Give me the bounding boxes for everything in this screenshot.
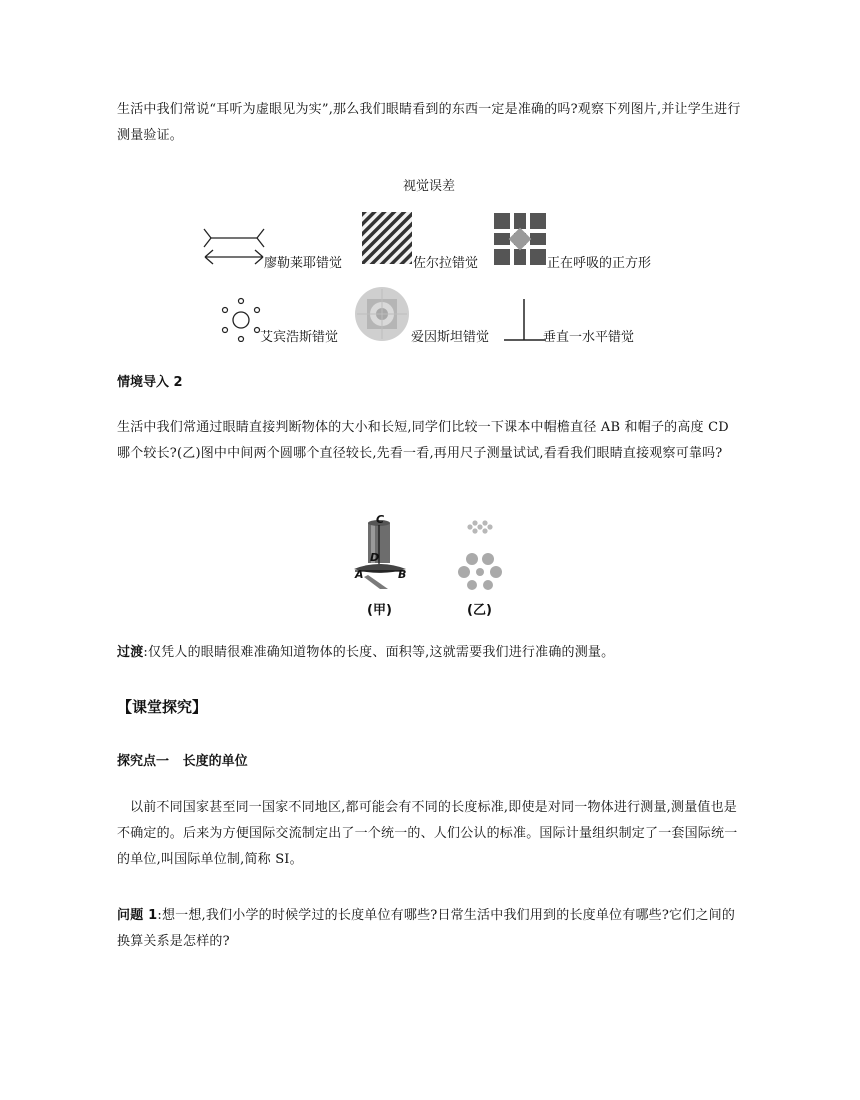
scenario2-heading: [117, 371, 183, 390]
illusion-label-2: 佐尔拉错觉: [413, 256, 479, 271]
circles-figure: [455, 518, 505, 590]
point1-heading: 探究点一 长度的单位: [117, 754, 248, 769]
illusion-label-4: 艾宾浩斯错觉: [260, 330, 339, 345]
section-title: 【课堂探究】: [117, 698, 208, 716]
vertical-horizontal-lines-icon: [504, 299, 546, 344]
illusion-label-6: 垂直一水平错觉: [543, 330, 635, 345]
illusions-title: 视觉误差: [403, 179, 456, 194]
point1-paragraph: 以前不同国家甚至同一国家不同地区,都可能会有不同的长度标准,即使是对同一物体进行测量,测量值也是不确定的。后来为方便国际交流制定出了一个统一的、人们公认的标准。国际计量组织制定了一套国际统一的单位,叫国际单位制,简称 SI。: [117, 800, 738, 867]
question1-paragraph: [117, 903, 743, 955]
label-a: A: [355, 568, 364, 581]
illusion-label-3: 正在呼吸的正方形: [547, 256, 652, 271]
ebbinghaus-circles-icon: [220, 296, 262, 342]
breathing-square-icon: [494, 213, 546, 265]
transition-label: 过渡: [117, 645, 144, 660]
question1-label: 问题 1: [117, 908, 158, 923]
intro-paragraph: 生活中我们常说“耳听为虚眼见为实”,那么我们眼睛看到的东西一定是准确的吗?观察下列图片,并让学生进行测量验证。: [117, 102, 741, 143]
einstein-pattern-icon: [354, 286, 410, 342]
label-c: C: [376, 513, 385, 526]
label-b: B: [398, 568, 407, 581]
scenario2-paragraph: 生活中我们常通过眼睛直接判断物体的大小和长短,同学们比较一下课本中帽檐直径 AB 和帽子的高度 CD 哪个较长?(乙)图中中间两个圆哪个直径较长,先看一看,再用尺子测量试试,看看我们眼睛直接观察可靠吗?: [117, 420, 729, 461]
muller-lyer-arrows-icon: [203, 226, 265, 268]
transition-paragraph: [117, 640, 743, 666]
scenario2-heading-text: 情境导入 2: [117, 375, 183, 390]
figure-jia-caption: (甲): [367, 603, 392, 618]
illusion-label-5: 爱因斯坦错觉: [411, 330, 490, 345]
question1-text: :想一想,我们小学的时候学过的长度单位有哪些?日常生活中我们用到的长度单位有哪些?它们之间的换算关系是怎样的?: [117, 908, 736, 949]
label-d: D: [370, 551, 380, 564]
illusion-label-1: 廖勒莱耶错觉: [264, 256, 343, 271]
transition-text: :仅凭人的眼睛很难准确知道物体的长度、面积等,这就需要我们进行准确的测量。: [143, 645, 615, 660]
figure-yi-caption: (乙): [467, 603, 492, 618]
zollner-stripes-icon: [362, 212, 412, 264]
